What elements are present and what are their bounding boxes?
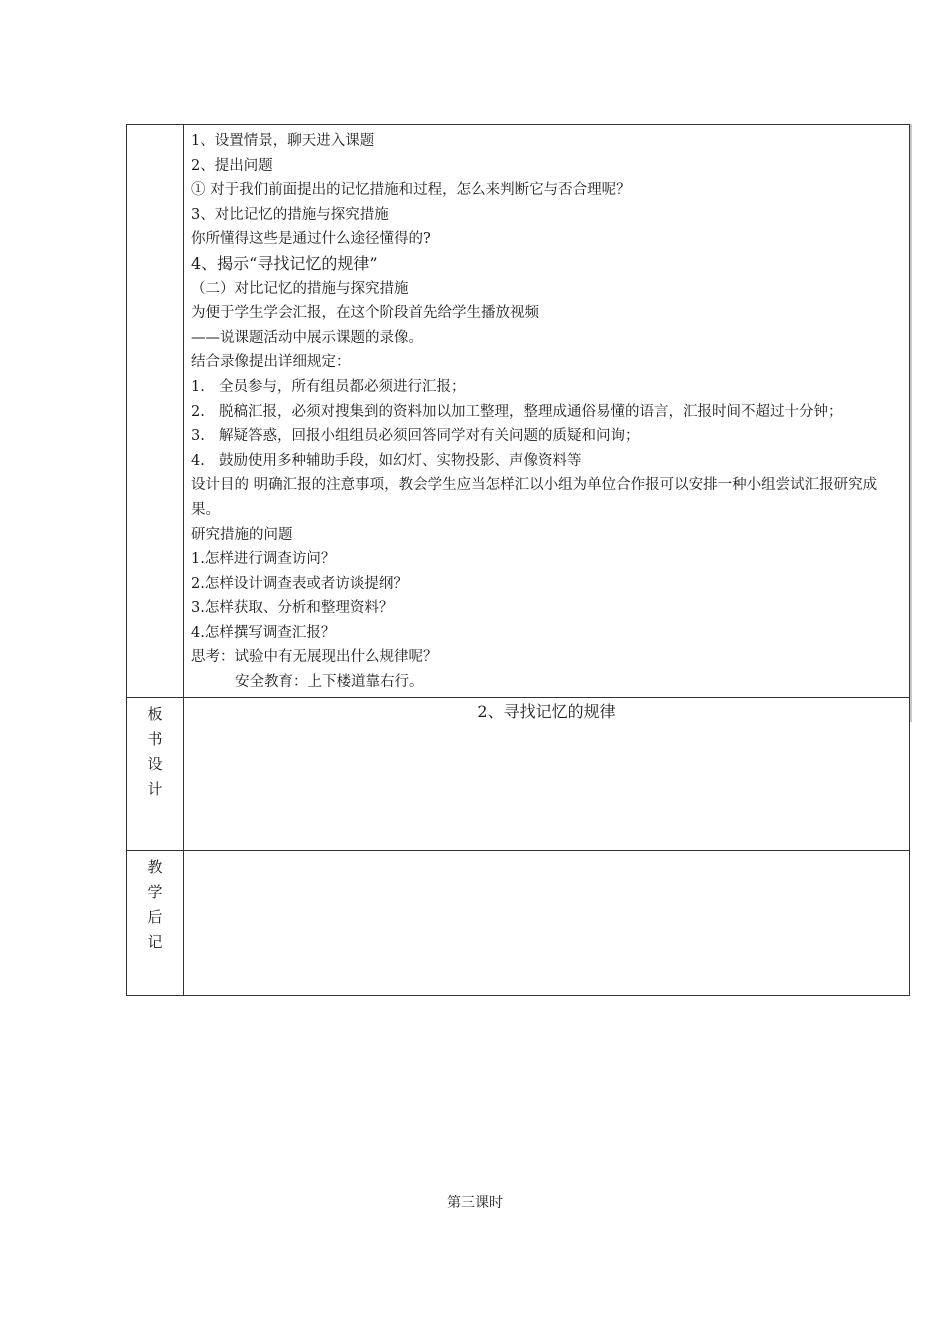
board-design-content <box>184 697 910 850</box>
board-design-label: 板 书 设 计 <box>127 697 184 850</box>
research-question: 1.怎样进行调查访问？ <box>191 551 336 568</box>
process-line: 结合录像提出详细规定： <box>191 354 351 371</box>
process-line: 为便于学生学会汇报，在这个阶段首先给学生播放视频 <box>191 305 539 322</box>
rule-number: 2. <box>191 403 205 420</box>
process-line: 4、揭示“寻找记忆的规律” <box>191 253 378 273</box>
rule-item <box>191 424 903 449</box>
safety-note: 安全教育：上下楼道靠右行。 <box>235 674 424 691</box>
board-title: 2、寻找记忆的规律 <box>477 701 616 721</box>
rule-number: 1. <box>191 378 205 395</box>
rule-text: 解疑答惑，回报小组组员必须回答同学对有关问题的质疑和问询； <box>219 428 640 445</box>
rule-item <box>191 400 903 425</box>
design-purpose: 设计目的 明确汇报的注意事项，教会学生应当怎样汇以小组为单位合作报可以安排一种小组尝试汇报研究成果。 <box>191 477 878 518</box>
process-line: 3、对比记忆的措施与探究措施 <box>191 206 389 223</box>
board-design-row <box>127 697 910 850</box>
lesson-plan-table <box>126 124 910 996</box>
rule-number: 3. <box>191 428 205 445</box>
process-label-cell <box>127 125 184 698</box>
rule-number: 4. <box>191 452 205 469</box>
research-question: 2.怎样设计调查表或者访谈提纲？ <box>191 575 408 592</box>
process-line: 1、设置情景，聊天进入课题 <box>191 133 375 149</box>
process-line: ——说课题活动中展示课题的录像。 <box>191 329 423 346</box>
rule-item <box>191 375 903 400</box>
process-row <box>127 125 910 698</box>
teaching-notes-content <box>184 850 910 995</box>
research-question: 3.怎样获取、分析和整理资料？ <box>191 600 394 617</box>
thinking-question: 思考：试验中有无展现出什么规律呢？ <box>191 649 438 666</box>
process-line: 你所懂得这些是通过什么途径懂得的? <box>191 231 431 248</box>
research-title: 研究措施的问题 <box>191 526 293 543</box>
process-line: ① 对于我们前面提出的记忆措施和过程，怎么来判断它与否合理呢？ <box>191 182 631 199</box>
rule-text: 鼓励使用多种辅助手段，如幻灯、实物投影、声像资料等 <box>219 452 582 469</box>
teaching-notes-label: 教 学 后 记 <box>127 850 184 995</box>
rule-text: 全员参与，所有组员都必须进行汇报； <box>219 378 466 395</box>
rule-item <box>191 449 903 474</box>
process-line: 2、提出问题 <box>191 157 273 174</box>
research-question: 4.怎样撰写调查汇报？ <box>191 624 336 641</box>
footer-lesson-title: 第三课时 <box>447 1195 503 1211</box>
teaching-notes-row <box>127 850 910 995</box>
process-line: （二）对比记忆的措施与探究措施 <box>191 280 409 297</box>
process-content-cell <box>184 125 910 698</box>
rule-text: 脱稿汇报，必须对搜集到的资料加以加工整理，整理成通俗易懂的语言，汇报时间不超过十分钟； <box>219 403 843 420</box>
